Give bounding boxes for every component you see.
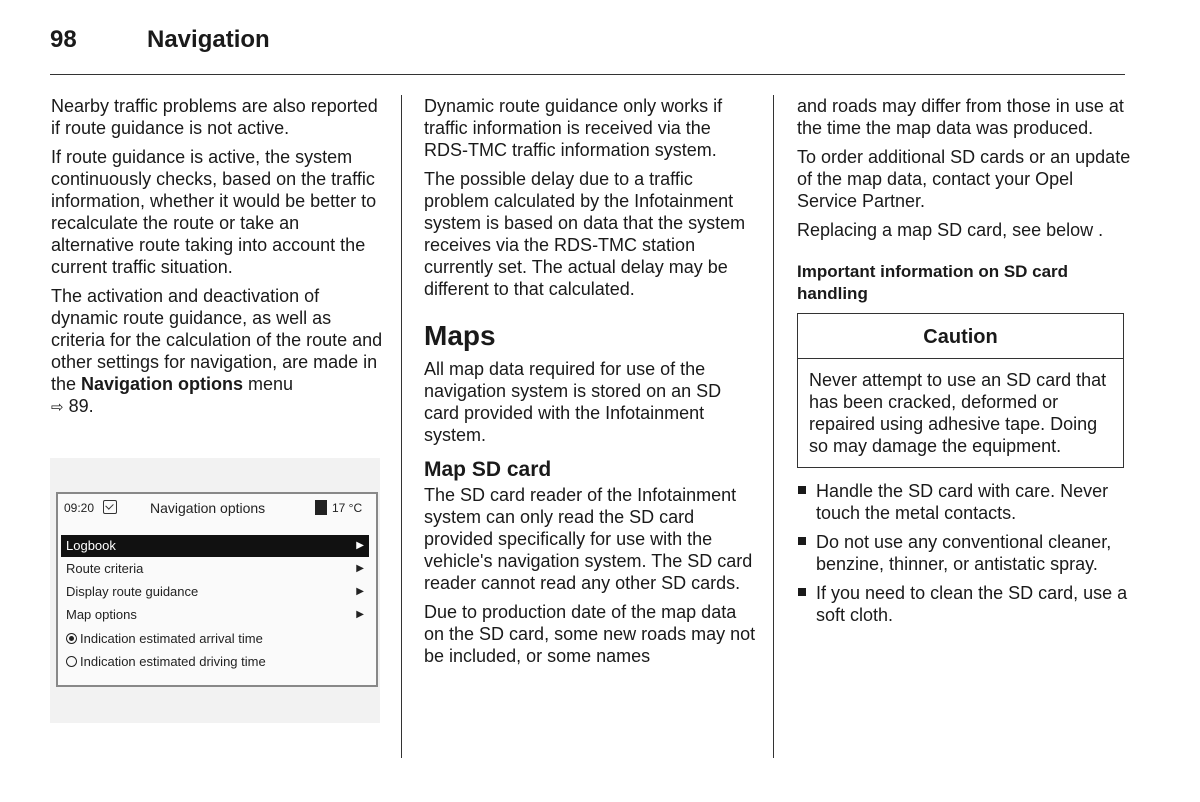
- paragraph: Replacing a map SD card, see below .: [797, 220, 1104, 240]
- page-number: 98: [50, 26, 77, 53]
- column-divider: [773, 95, 774, 758]
- chevron-right-icon: ▶: [356, 563, 364, 574]
- column-divider: [401, 95, 402, 758]
- chevron-right-icon: ▶: [356, 609, 364, 620]
- list-item: [797, 531, 1132, 575]
- chevron-right-icon: ▶: [356, 586, 364, 597]
- infotainment-screen: [56, 492, 378, 687]
- list-item-text: If you need to clean the SD card, use a soft cloth.: [816, 583, 1128, 625]
- check-icon: [103, 500, 117, 514]
- list-item: [797, 480, 1132, 524]
- screen-title: Navigation options: [150, 500, 266, 516]
- page-reference[interactable]: 89.: [63, 396, 94, 416]
- paragraph: and roads may differ from those in use at the time the map data was produced.: [797, 96, 1124, 138]
- paragraph: The SD card reader of the Infotainment system can only read the SD card provided specifically for use with the vehicle's navigation system. The SD card reader cannot read any other SD cards.: [424, 485, 753, 593]
- column-1: [51, 95, 386, 426]
- paragraph: The possible delay due to a traffic problem calculated by the Infotainment system is based on data that the system receives via the RDS-TMC station currently set. The actual delay may be different to that calculated.: [424, 169, 746, 299]
- list-item-text: Handle the SD card with care. Never touch the metal contacts.: [816, 481, 1109, 523]
- menu-item-label: Display route guidance: [66, 584, 199, 599]
- caution-title: Caution: [798, 314, 1123, 359]
- bullet-square-icon: [798, 588, 806, 596]
- menu-item-label: Map options: [66, 607, 137, 622]
- thermometer-icon: [315, 500, 327, 515]
- chevron-right-icon: ▶: [356, 540, 364, 551]
- menu-item-label: Logbook: [66, 538, 116, 553]
- caution-text: Never attempt to use an SD card that has been cracked, deformed or repaired using adhesive tape. Doing so may damage the equipment.: [809, 370, 1107, 456]
- bullet-square-icon: [798, 537, 806, 545]
- paragraph: Dynamic route guidance only works if traffic information is received via the RDS-TMC traffic information system.: [424, 96, 723, 160]
- navigation-options-figure: [50, 458, 380, 723]
- temperature: 17 °C: [332, 501, 363, 515]
- menu-item-display-route-guidance[interactable]: [61, 581, 369, 603]
- screen-status-bar: [58, 494, 376, 522]
- menu-item-logbook[interactable]: [61, 535, 369, 557]
- paragraph: To order additional SD cards or an update of the map data, contact your Opel Service Partner.: [797, 147, 1131, 211]
- paragraph: Nearby traffic problems are also reported if route guidance is not active.: [51, 96, 378, 138]
- paragraph-text: menu: [243, 374, 294, 394]
- paragraph: If route guidance is active, the system continuously checks, based on the traffic information, whether it would be better to recalculate the route or take an alternative route taking into account the current traffic situation.: [51, 147, 377, 277]
- header-rule: [50, 74, 1125, 75]
- bullet-square-icon: [798, 486, 806, 494]
- chapter-title: Navigation: [147, 26, 270, 53]
- paragraph: All map data required for use of the navigation system is stored on an SD card provided with the Infotainment system.: [424, 359, 722, 445]
- radio-unselected-icon: [66, 656, 77, 667]
- list-item: [797, 582, 1132, 626]
- radio-estimated-arrival-time[interactable]: [61, 628, 369, 650]
- menu-name: Navigation options: [81, 374, 244, 394]
- column-2: [424, 95, 759, 674]
- page-ref-arrow-icon: ⇨: [51, 399, 64, 416]
- page-header: [50, 26, 1125, 76]
- radio-label: Indication estimated driving time: [80, 654, 266, 669]
- menu-item-route-criteria[interactable]: [61, 558, 369, 580]
- paragraph: Due to production date of the map data on the SD card, some new roads may not be included, or some names: [424, 602, 756, 666]
- bullet-list: [797, 480, 1132, 626]
- radio-selected-icon: [66, 633, 77, 644]
- list-item-text: Do not use any conventional cleaner, benzine, thinner, or antistatic spray.: [816, 532, 1112, 574]
- caution-box: [797, 313, 1124, 468]
- column-3: [797, 95, 1132, 633]
- radio-label: Indication estimated arrival time: [80, 631, 263, 646]
- subsection-heading-sd-handling: Important information on SD card handling: [797, 262, 1069, 303]
- subsection-heading-map-sd-card: Map SD card: [424, 458, 552, 481]
- menu-item-map-options[interactable]: [61, 604, 369, 626]
- paragraph-text: The activation and deactivation of dynamic route guidance, as well as criteria for the calculation of the route and other settings for navigation, are made in the: [51, 286, 383, 394]
- section-heading-maps: Maps: [424, 320, 496, 351]
- radio-estimated-driving-time[interactable]: [61, 651, 369, 673]
- menu-item-label: Route criteria: [66, 561, 144, 576]
- clock-time: 09:20: [64, 501, 95, 515]
- paragraph: [51, 285, 386, 419]
